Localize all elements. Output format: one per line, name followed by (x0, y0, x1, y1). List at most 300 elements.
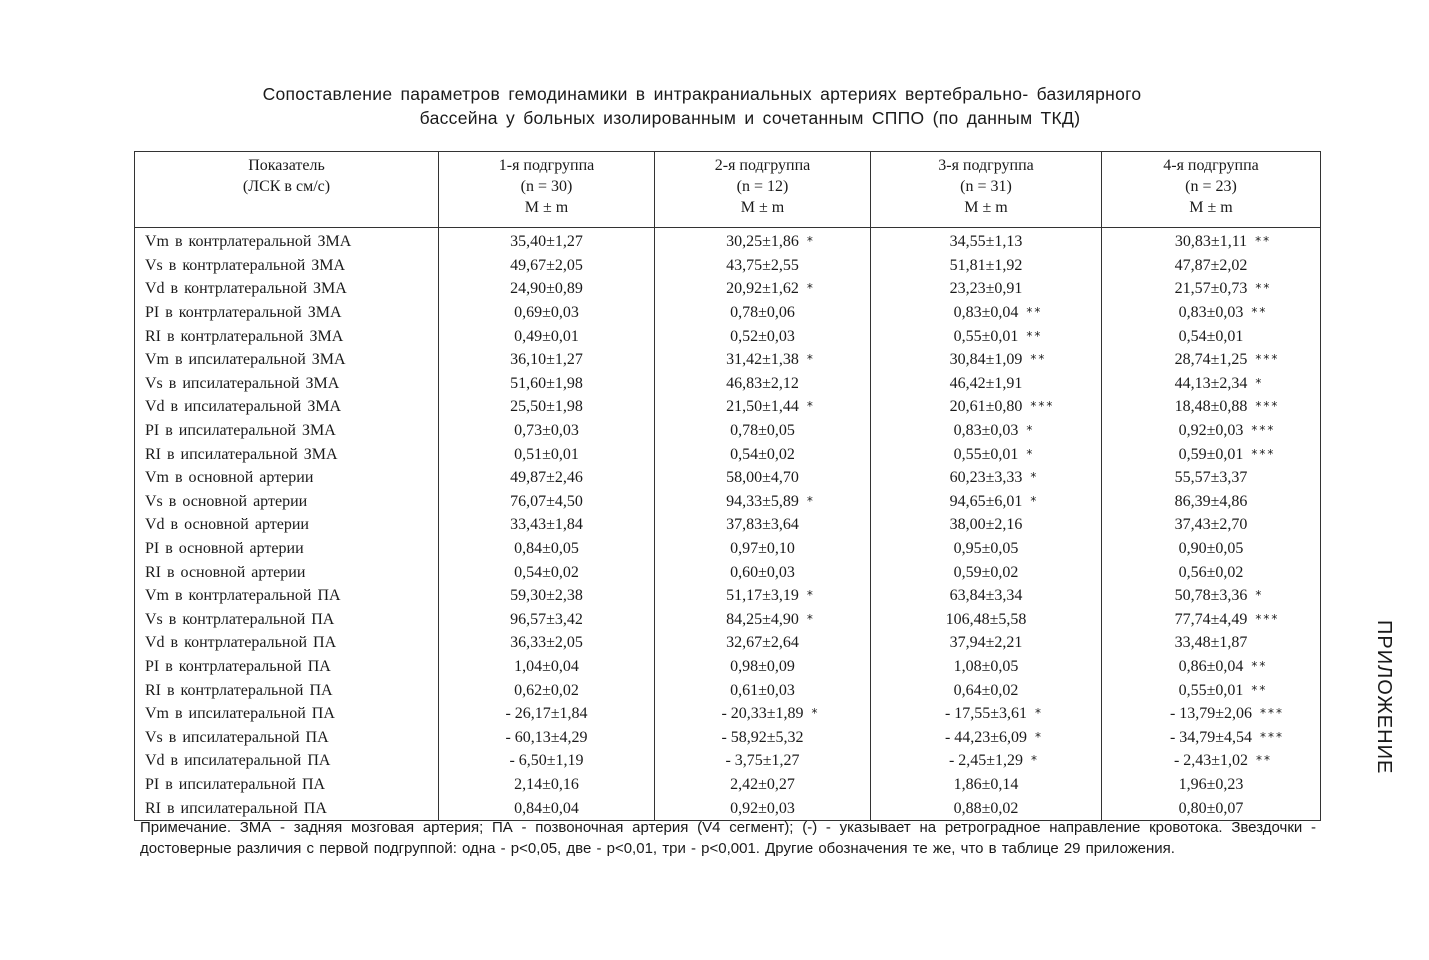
significance-marker: * (806, 234, 815, 249)
row-label: Vm в ипсилатеральной ПА (135, 702, 439, 726)
value-cell (655, 655, 871, 679)
value-cell (871, 372, 1102, 396)
value-text: 58,00±4,70 (726, 469, 799, 487)
mean-sem-value (726, 230, 815, 253)
value-cell (1102, 395, 1321, 419)
value-cell (871, 678, 1102, 702)
value-cell (439, 631, 655, 655)
table-row (135, 466, 1321, 490)
mean-sem-value (726, 608, 815, 631)
header-subgroup-3: 3-я подгруппа (n = 31) M ± m (871, 152, 1102, 228)
mean-sem-value (514, 325, 579, 348)
value-text: 60,23±3,33 (949, 469, 1023, 487)
value-cell (1102, 560, 1321, 584)
value-text: 0,64±0,02 (953, 681, 1019, 699)
table-row (135, 395, 1321, 419)
value-text: 49,67±2,05 (510, 256, 583, 274)
significance-marker: * (1035, 729, 1044, 744)
row-label: Vs в контрлатеральной ЗМА (135, 254, 439, 278)
mean-sem-value (949, 466, 1039, 489)
value-text: 0,86±0,04 (1178, 657, 1244, 675)
mean-sem-value (950, 372, 1023, 395)
value-text: 106,48±5,58 (945, 610, 1027, 628)
significance-marker: * (1026, 446, 1035, 461)
value-text: 31,42±1,38 (726, 351, 799, 369)
mean-sem-value (510, 466, 583, 489)
mean-sem-value (726, 631, 799, 654)
value-cell (655, 419, 871, 443)
row-label: Vm в ипсилатеральной ЗМА (135, 348, 439, 372)
mean-sem-value (1178, 655, 1268, 678)
significance-marker: * (1031, 753, 1040, 768)
value-text: - 44,23±6,09 (944, 728, 1028, 746)
mean-sem-value (514, 537, 579, 560)
value-cell (871, 513, 1102, 537)
value-text: 1,86±0,14 (953, 775, 1019, 793)
significance-marker: *** (1260, 729, 1285, 744)
mean-sem-value (510, 254, 583, 277)
significance-marker: ** (1251, 682, 1268, 697)
row-label: Vs в основной артерии (135, 490, 439, 514)
value-text: 63,84±3,34 (949, 587, 1023, 605)
value-text: 1,96±0,23 (1178, 775, 1244, 793)
row-label: Vd в основной артерии (135, 513, 439, 537)
mean-sem-value (950, 254, 1023, 277)
value-cell (655, 324, 871, 348)
table-row (135, 277, 1321, 301)
value-cell (655, 442, 871, 466)
mean-sem-value (1178, 301, 1268, 324)
value-cell (655, 301, 871, 325)
value-text: 46,83±2,12 (726, 374, 799, 392)
significance-marker: * (1035, 706, 1044, 721)
value-text: 20,61±0,80 (949, 398, 1023, 416)
value-cell (1102, 277, 1321, 301)
value-text: - 20,33±1,89 (721, 705, 804, 723)
appendix-side-label: ПРИЛОЖЕНИЕ (1373, 620, 1395, 775)
mean-sem-value (1179, 325, 1244, 348)
value-text: 0,54±0,01 (1178, 327, 1244, 345)
mean-sem-value (949, 348, 1047, 371)
value-cell (1102, 655, 1321, 679)
header-indicator: Показатель (ЛСК в см/с) (135, 152, 439, 228)
value-cell (655, 560, 871, 584)
significance-marker: ** (1030, 352, 1047, 367)
row-label: PI в контрлатеральной ЗМА (135, 301, 439, 325)
mean-sem-value (510, 584, 583, 607)
value-cell (1102, 254, 1321, 278)
mean-sem-value (726, 348, 815, 371)
mean-sem-value (726, 277, 815, 300)
value-text: - 58,92±5,32 (721, 728, 804, 746)
value-cell (655, 513, 871, 537)
value-text: 0,49±0,01 (514, 327, 579, 345)
value-cell (439, 466, 655, 490)
mean-sem-value (505, 726, 587, 749)
mean-sem-value (514, 419, 579, 442)
value-cell (871, 277, 1102, 301)
significance-marker: ** (1251, 658, 1268, 673)
mean-sem-value (721, 702, 820, 725)
row-label: RI в контрлатеральной ЗМА (135, 324, 439, 348)
value-cell (439, 490, 655, 514)
value-cell (655, 678, 871, 702)
value-cell (1102, 773, 1321, 797)
value-text: 0,62±0,02 (514, 681, 579, 699)
value-cell (1102, 324, 1321, 348)
value-text: 86,39±4,86 (1174, 492, 1248, 510)
value-cell (655, 490, 871, 514)
value-text: 0,84±0,04 (514, 799, 579, 817)
table-row (135, 631, 1321, 655)
row-label: RI в ипсилатеральной ПА (135, 796, 439, 820)
value-text: 0,73±0,03 (514, 422, 579, 440)
mean-sem-value (946, 608, 1027, 631)
mean-sem-value (514, 655, 579, 678)
row-label: RI в ипсилатеральной ЗМА (135, 442, 439, 466)
row-label: Vm в контрлатеральной ЗМА (135, 228, 439, 254)
value-cell (871, 301, 1102, 325)
value-text: 30,84±1,09 (949, 351, 1023, 369)
mean-sem-value (726, 254, 799, 277)
value-text: 33,48±1,87 (1174, 634, 1248, 652)
value-text: 0,90±0,05 (1178, 540, 1244, 558)
mean-sem-value (509, 749, 583, 772)
mean-sem-value (730, 419, 795, 442)
value-text: 76,07±4,50 (510, 492, 583, 510)
value-text: 1,04±0,04 (514, 657, 579, 675)
value-text: 2,14±0,16 (514, 775, 579, 793)
value-cell (871, 442, 1102, 466)
mean-sem-value (954, 679, 1019, 702)
mean-sem-value (725, 749, 799, 772)
mean-sem-value (950, 230, 1023, 253)
value-text: 20,92±1,62 (726, 280, 799, 298)
significance-marker: * (1030, 470, 1039, 485)
row-label: RI в основной артерии (135, 560, 439, 584)
value-cell (1102, 490, 1321, 514)
value-cell (871, 324, 1102, 348)
mean-sem-value (1174, 584, 1264, 607)
mean-sem-value (730, 443, 795, 466)
value-cell (655, 725, 871, 749)
value-text: 21,57±0,73 (1174, 280, 1248, 298)
value-cell (871, 395, 1102, 419)
value-cell (871, 655, 1102, 679)
significance-marker: ** (1256, 753, 1273, 768)
row-label: PI в контрлатеральной ПА (135, 655, 439, 679)
value-cell (439, 324, 655, 348)
mean-sem-value (514, 301, 579, 324)
table-row (135, 228, 1321, 254)
value-cell (871, 348, 1102, 372)
value-cell (871, 608, 1102, 632)
value-cell (655, 631, 871, 655)
value-text: 35,40±1,27 (510, 233, 583, 251)
value-text: - 13,79±2,06 (1169, 705, 1253, 723)
value-cell (439, 254, 655, 278)
mean-sem-value (730, 537, 795, 560)
value-text: 59,30±2,38 (510, 587, 583, 605)
value-cell (1102, 228, 1321, 254)
table-row (135, 678, 1321, 702)
value-text: 0,88±0,02 (953, 799, 1019, 817)
table-row (135, 702, 1321, 726)
value-text: 43,75±2,55 (726, 256, 799, 274)
mean-sem-value (1174, 608, 1280, 631)
mean-sem-value (948, 749, 1040, 772)
value-cell (655, 537, 871, 561)
value-cell (871, 702, 1102, 726)
mean-sem-value (949, 395, 1055, 418)
row-label: Vd в ипсилатеральной ЗМА (135, 395, 439, 419)
value-text: 0,55±0,01 (1178, 681, 1244, 699)
mean-sem-value (730, 773, 795, 796)
row-label: PI в основной артерии (135, 537, 439, 561)
table-title (0, 82, 1400, 130)
mean-sem-value (1175, 466, 1248, 489)
value-text: 0,92±0,03 (730, 799, 795, 817)
significance-marker: * (806, 611, 815, 626)
table-row (135, 773, 1321, 797)
value-cell (1102, 372, 1321, 396)
mean-sem-value (954, 561, 1019, 584)
table-row (135, 324, 1321, 348)
value-text: 36,33±2,05 (510, 634, 583, 652)
value-cell (1102, 749, 1321, 773)
value-cell (655, 277, 871, 301)
mean-sem-value (954, 537, 1019, 560)
value-cell (871, 725, 1102, 749)
mean-sem-value (950, 584, 1023, 607)
value-cell (1102, 608, 1321, 632)
value-text: 0,97±0,10 (730, 540, 795, 558)
value-text: 0,98±0,09 (730, 657, 795, 675)
value-text: 51,60±1,98 (510, 374, 583, 392)
value-cell (655, 749, 871, 773)
value-text: 0,83±0,04 (953, 304, 1019, 322)
value-text: 0,80±0,07 (1178, 799, 1244, 817)
mean-sem-value (1174, 395, 1280, 418)
mean-sem-value (1174, 348, 1280, 371)
row-label: Vm в контрлатеральной ПА (135, 584, 439, 608)
value-text: 94,65±6,01 (949, 492, 1023, 510)
value-text: 84,25±4,90 (726, 610, 799, 628)
value-text: 28,74±1,25 (1174, 351, 1248, 369)
value-text: 0,69±0,03 (514, 304, 579, 322)
value-text: 36,10±1,27 (510, 351, 583, 369)
value-cell (871, 560, 1102, 584)
data-table-wrapper (134, 151, 1320, 821)
value-text: 0,59±0,01 (1178, 445, 1244, 463)
value-cell (439, 277, 655, 301)
value-cell (871, 773, 1102, 797)
mean-sem-value (730, 301, 795, 324)
value-text: 51,81±1,92 (949, 256, 1023, 274)
significance-marker: *** (1255, 352, 1280, 367)
mean-sem-value (726, 372, 799, 395)
table-row (135, 749, 1321, 773)
value-cell (439, 584, 655, 608)
value-text: 51,17±3,19 (726, 587, 799, 605)
value-text: 0,78±0,05 (730, 422, 795, 440)
mean-sem-value (954, 655, 1019, 678)
mean-sem-value (730, 679, 795, 702)
table-row (135, 442, 1321, 466)
table-row (135, 254, 1321, 278)
value-text: 0,54±0,02 (730, 445, 795, 463)
value-cell (655, 773, 871, 797)
row-label: Vm в основной артерии (135, 466, 439, 490)
value-text: 0,55±0,01 (953, 327, 1019, 345)
mean-sem-value (1174, 277, 1272, 300)
row-label: Vd в контрлатеральной ЗМА (135, 277, 439, 301)
mean-sem-value (1178, 443, 1276, 466)
mean-sem-value (514, 773, 579, 796)
significance-marker: ** (1255, 281, 1272, 296)
value-cell (871, 631, 1102, 655)
value-text: 49,87±2,46 (510, 469, 583, 487)
significance-marker: * (806, 281, 815, 296)
mean-sem-value (953, 419, 1035, 442)
significance-marker: * (806, 588, 815, 603)
value-cell (655, 254, 871, 278)
significance-marker: * (811, 706, 820, 721)
mean-sem-value (1178, 679, 1268, 702)
value-text: - 60,13±4,29 (505, 728, 588, 746)
mean-sem-value (1169, 702, 1285, 725)
value-cell (439, 678, 655, 702)
value-text: 0,61±0,03 (730, 681, 795, 699)
value-cell (655, 228, 871, 254)
value-cell (655, 348, 871, 372)
value-cell (1102, 678, 1321, 702)
row-label: Vs в ипсилатеральной ЗМА (135, 372, 439, 396)
value-cell (871, 254, 1102, 278)
value-text: 2,42±0,27 (730, 775, 795, 793)
table-row (135, 560, 1321, 584)
table-row (135, 608, 1321, 632)
significance-marker: *** (1030, 399, 1055, 414)
mean-sem-value (514, 679, 579, 702)
significance-marker: ** (1026, 305, 1043, 320)
value-cell (1102, 537, 1321, 561)
value-text: 46,42±1,91 (949, 374, 1023, 392)
mean-sem-value (505, 702, 587, 725)
table-body (135, 228, 1321, 821)
value-text: 0,60±0,03 (730, 563, 795, 581)
mean-sem-value (953, 301, 1043, 324)
value-text: 23,23±0,91 (949, 280, 1023, 298)
significance-marker: ** (1251, 305, 1268, 320)
mean-sem-value (730, 561, 795, 584)
value-cell (1102, 584, 1321, 608)
value-text: 38,00±2,16 (949, 516, 1023, 534)
mean-sem-value (730, 655, 795, 678)
header-subgroup-2: 2-я подгруппа (n = 12) M ± m (655, 152, 871, 228)
significance-marker: * (1026, 423, 1035, 438)
mean-sem-value (726, 584, 815, 607)
value-text: 0,56±0,02 (1178, 563, 1244, 581)
mean-sem-value (1175, 490, 1248, 513)
value-text: - 34,79±4,54 (1169, 728, 1253, 746)
value-text: 21,50±1,44 (726, 398, 799, 416)
title-line-1: Сопоставление параметров гемодинамики в интракраниальных артериях вертебрально- базилярного (262, 84, 1142, 104)
mean-sem-value (510, 490, 583, 513)
mean-sem-value (953, 325, 1043, 348)
value-text: - 17,55±3,61 (944, 705, 1028, 723)
mean-sem-value (510, 608, 583, 631)
value-text: 0,83±0,03 (953, 422, 1019, 440)
value-cell (439, 655, 655, 679)
value-cell (439, 395, 655, 419)
value-text: 96,57±3,42 (510, 610, 583, 628)
value-text: 0,92±0,03 (1178, 422, 1244, 440)
significance-marker: *** (1260, 706, 1285, 721)
mean-sem-value (950, 631, 1023, 654)
value-text: 44,13±2,34 (1174, 374, 1248, 392)
mean-sem-value (730, 325, 795, 348)
significance-marker: ** (1255, 234, 1272, 249)
mean-sem-value (944, 726, 1044, 749)
value-text: 0,52±0,03 (730, 327, 795, 345)
mean-sem-value (1174, 230, 1272, 253)
mean-sem-value (726, 395, 815, 418)
value-cell (655, 395, 871, 419)
value-cell (1102, 419, 1321, 443)
value-text: - 6,50±1,19 (509, 752, 584, 770)
value-cell (439, 228, 655, 254)
table-row (135, 348, 1321, 372)
value-text: - 2,43±1,02 (1173, 752, 1249, 770)
mean-sem-value (950, 513, 1023, 536)
value-text: 0,95±0,05 (953, 540, 1019, 558)
significance-marker: ** (1026, 328, 1043, 343)
table-row (135, 584, 1321, 608)
mean-sem-value (954, 773, 1019, 796)
row-label: Vd в контрлатеральной ПА (135, 631, 439, 655)
value-text: 0,51±0,01 (514, 445, 579, 463)
significance-marker: * (1255, 588, 1264, 603)
significance-marker: * (1030, 493, 1039, 508)
value-cell (871, 584, 1102, 608)
value-text: 47,87±2,02 (1174, 256, 1248, 274)
value-text: 94,33±5,89 (726, 492, 799, 510)
value-text: 0,55±0,01 (953, 445, 1019, 463)
mean-sem-value (1174, 372, 1264, 395)
mean-sem-value (1178, 419, 1276, 442)
value-text: - 3,75±1,27 (725, 752, 800, 770)
value-cell (871, 419, 1102, 443)
value-text: 55,57±3,37 (1174, 469, 1248, 487)
mean-sem-value (510, 348, 583, 371)
value-cell (1102, 301, 1321, 325)
header-subgroup-1: 1-я подгруппа (n = 30) M ± m (439, 152, 655, 228)
value-cell (1102, 442, 1321, 466)
row-label: RI в контрлатеральной ПА (135, 678, 439, 702)
mean-sem-value (510, 513, 583, 536)
mean-sem-value (1179, 537, 1244, 560)
value-cell (871, 228, 1102, 254)
value-cell (1102, 348, 1321, 372)
value-cell (439, 560, 655, 584)
value-text: 0,54±0,02 (514, 563, 579, 581)
value-text: 37,83±3,64 (726, 516, 799, 534)
table-row (135, 301, 1321, 325)
mean-sem-value (1175, 513, 1248, 536)
value-cell (1102, 631, 1321, 655)
significance-marker: * (1255, 375, 1264, 390)
